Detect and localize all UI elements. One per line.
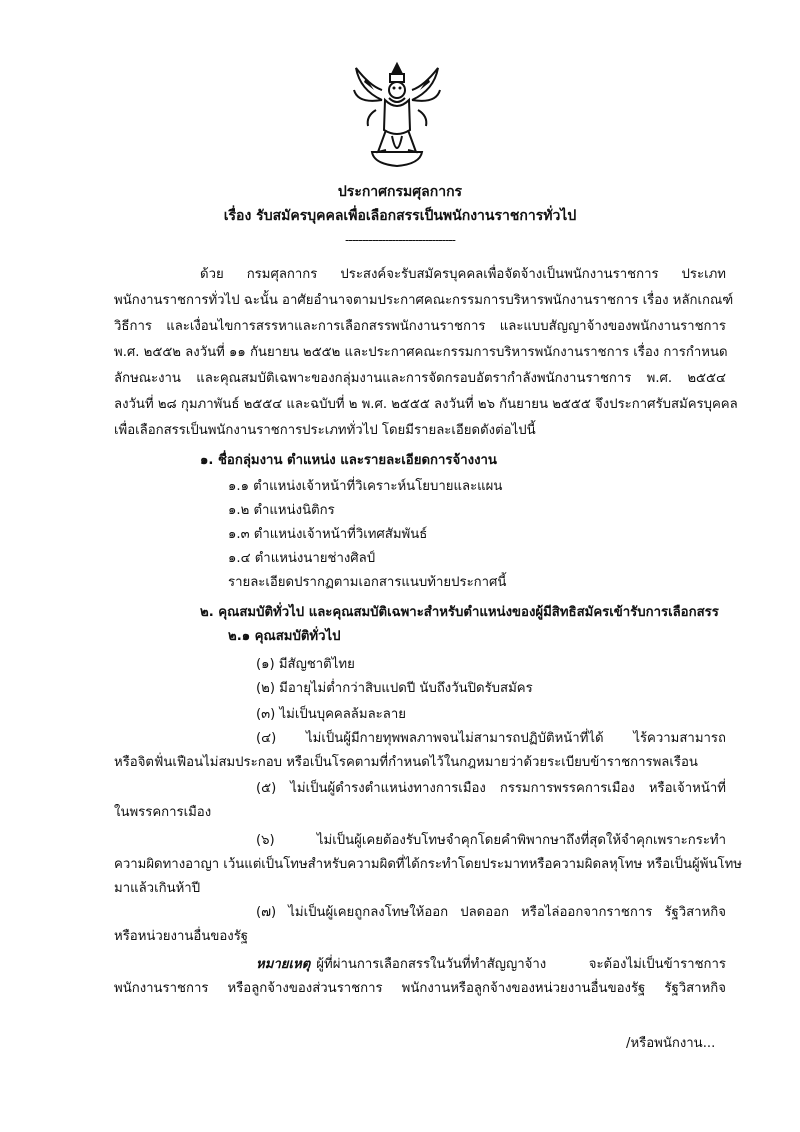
intro-line: ลักษณะงาน และคุณสมบัติเฉพาะของกลุ่มงานและการจัดกรอบอัตรากำลังพนักงานราชการ พ.ศ. ๒๕๕๔: [114, 371, 726, 386]
section2-subheading: ๒.๑ คุณสมบัติทั่วไป: [228, 629, 341, 644]
qualification-continuation: มาแล้วเกินห้าปี: [114, 881, 201, 896]
intro-line: ลงวันที่ ๒๘ กุมภาพันธ์ ๒๕๕๔ และฉบับที่ ๒ พ.ศ. ๒๕๕๕ ลงวันที่ ๒๖ กันยายน ๒๕๕๕ จึงประกาศรับสมัครบุคคล: [114, 397, 738, 412]
qualification-item: (๕) ไม่เป็นผู้ดำรงตำแหน่งทางการเมือง กรรมการพรรคการเมือง หรือเจ้าหน้าที่: [256, 781, 726, 796]
section1-note: รายละเอียดปรากฏตามเอกสารแนบท้ายประกาศนี้: [228, 575, 507, 590]
qualification-continuation: ในพรรคการเมือง: [114, 805, 212, 820]
qualification-item: (๑) มีสัญชาติไทย: [256, 657, 355, 672]
qualification-continuation: หรือหน่วยงานอื่นของรัฐ: [114, 929, 249, 944]
remark-label: หมายเหตุ: [256, 957, 311, 972]
position-item: ๑.๑ ตำแหน่งเจ้าหน้าที่วิเคราะห์นโยบายและแผน: [228, 479, 503, 494]
position-item: ๑.๒ ตำแหน่งนิติกร: [228, 503, 335, 518]
remark-line: [256, 956, 726, 974]
intro-line: พ.ศ. ๒๕๕๒ ลงวันที่ ๑๑ กันยายน ๒๕๕๒ และประกาศคณะกรรมการบริหารพนักงานราชการ เรื่อง การกำหนด: [114, 345, 728, 360]
section1-heading: ๑. ชื่อกลุ่มงาน ตำแหน่ง และรายละเอียดการจ้างงาน: [200, 453, 497, 468]
remark-continuation: พนักงานราชการ หรือลูกจ้างของส่วนราชการ พนักงานหรือลูกจ้างของหน่วยงานอื่นของรัฐ รัฐวิสาหกิจ: [114, 981, 726, 996]
garuda-emblem-icon: [352, 60, 442, 172]
qualification-item: (๗) ไม่เป็นผู้เคยถูกลงโทษให้ออก ปลดออก หรือไล่ออกจากราชการ รัฐวิสาหกิจ: [256, 905, 726, 920]
qualification-item: (๒) มีอายุไม่ต่ำกว่าสิบแปดปี นับถึงวันปิดรับสมัคร: [256, 681, 533, 696]
qualification-item: (๓) ไม่เป็นบุคคลล้มละลาย: [256, 707, 406, 722]
intro-line: เพื่อเลือกสรรเป็นพนักงานราชการประเภททั่วไป โดยมีรายละเอียดดังต่อไปนี้: [114, 423, 536, 438]
section2-heading: ๒. คุณสมบัติทั่วไป และคุณสมบัติเฉพาะสำหรับตำแหน่งของผู้มีสิทธิสมัครเข้ารับการเลือกสรร: [200, 605, 719, 620]
position-item: ๑.๓ ตำแหน่งเจ้าหน้าที่วิเทศสัมพันธ์: [228, 527, 428, 542]
position-item: ๑.๔ ตำแหน่งนายช่างศิลป์: [228, 551, 376, 566]
intro-line: วิธีการ และเงื่อนไขการสรรหาและการเลือกสรรพนักงานราชการ และแบบสัญญาจ้างของพนักงานราชการ: [114, 319, 726, 334]
qualification-continuation: ความผิดทางอาญา เว้นแต่เป็นโทษสำหรับความผิดที่ได้กระทำโดยประมาทหรือความผิดลหุโทษ หรือเป็นผู้พ้นโทษ: [114, 857, 742, 872]
page-continuation: /หรือพนักงาน...: [626, 1036, 716, 1051]
intro-line: ด้วย กรมศุลกากร ประสงค์จะรับสมัครบุคคลเพื่อจัดจ้างเป็นพนักงานราชการ ประเภท: [200, 267, 726, 282]
document-title: ประกาศกรมศุลกากร: [337, 184, 463, 200]
title-divider: ---------------------------------: [345, 233, 455, 247]
qualification-continuation: หรือจิตฟั่นเฟือนไม่สมประกอบ หรือเป็นโรคตามที่กำหนดไว้ในกฎหมายว่าด้วยระเบียบข้าราชการพลเรือน: [114, 755, 698, 770]
intro-line: พนักงานราชการทั่วไป ฉะนั้น อาศัยอำนาจตามประกาศคณะกรรมการบริหารพนักงานราชการ เรื่อง หลักเกณฑ์: [114, 293, 734, 308]
document-subject: เรื่อง รับสมัครบุคคลเพื่อเลือกสรรเป็นพนักงานราชการทั่วไป: [223, 208, 577, 224]
remark-text: ผู้ที่ผ่านการเลือกสรรในวันที่ทำสัญญาจ้าง จะต้องไม่เป็นข้าราชการ: [316, 957, 726, 972]
qualification-item: (๔) ไม่เป็นผู้มีกายทุพพลภาพจนไม่สามารถปฏิบัติหน้าที่ได้ ไร้ความสามารถ: [256, 731, 726, 746]
qualification-item: (๖) ไม่เป็นผู้เคยต้องรับโทษจำคุกโดยคำพิพากษาถึงที่สุดให้จำคุกเพราะกระทำ: [256, 833, 726, 848]
